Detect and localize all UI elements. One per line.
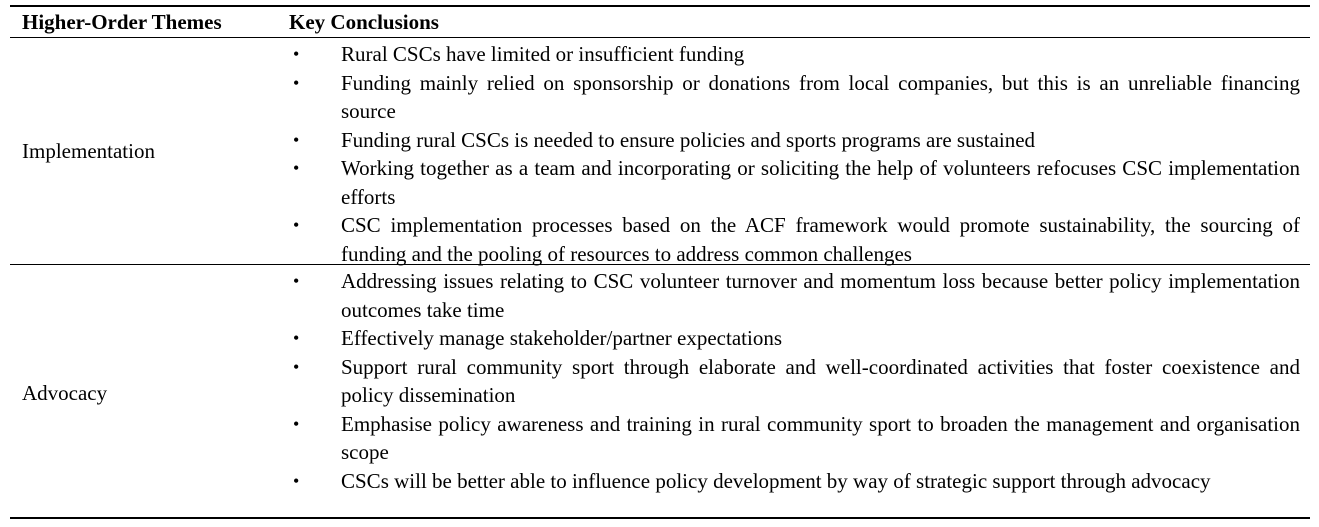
list-item xyxy=(280,267,1300,324)
conclusion-text: CSC implementation processes based on the ACF framework would promote sustainability, the sourcing of funding and the pooling of resources to address common challenges xyxy=(341,213,1300,266)
table-top-rule xyxy=(10,5,1310,7)
list-item xyxy=(280,467,1300,496)
bullet-icon: • xyxy=(293,356,300,377)
bullet-icon: • xyxy=(293,328,300,348)
bullet-icon: • xyxy=(293,44,300,64)
conclusion-text: CSCs will be better able to influence policy development by way of strategic support through advocacy xyxy=(341,468,1211,493)
theme-advocacy: Advocacy xyxy=(22,381,108,405)
header-key-conclusions: Key Conclusions xyxy=(289,10,439,34)
bullet-icon: • xyxy=(293,72,300,93)
list-item xyxy=(280,40,1300,69)
header-higher-order-themes: Higher-Order Themes xyxy=(22,10,222,34)
conclusion-list xyxy=(280,40,1300,268)
bullet-icon: • xyxy=(293,470,300,491)
conclusion-text: Rural CSCs have limited or insufficient funding xyxy=(341,42,745,66)
conclusion-text: Emphasise policy awareness and training in rural community sport to broaden the management and organisation scope xyxy=(341,411,1300,464)
conclusion-text: Support rural community sport through elaborate and well-coordinated activities that foster coexistence and policy dissemination xyxy=(341,354,1300,407)
bullet-icon: • xyxy=(293,271,300,291)
table-bottom-rule xyxy=(10,517,1310,519)
header-rule xyxy=(10,37,1310,38)
implementation-conclusions xyxy=(280,40,1300,268)
list-item xyxy=(280,211,1300,268)
conclusion-text: Funding mainly relied on sponsorship or donations from local companies, but this is an unreliable financing source xyxy=(341,70,1300,123)
conclusion-text: Addressing issues relating to CSC volunteer turnover and momentum loss because better policy implementation outcomes take time xyxy=(341,269,1300,322)
list-item xyxy=(280,410,1300,467)
conclusion-list xyxy=(280,267,1300,495)
conclusion-text: Effectively manage stakeholder/partner expectations xyxy=(341,326,782,350)
list-item xyxy=(280,126,1300,155)
advocacy-conclusions xyxy=(280,267,1300,495)
list-item xyxy=(280,324,1300,353)
bullet-icon: • xyxy=(293,413,300,434)
bullet-icon: • xyxy=(293,215,300,235)
row-divider xyxy=(10,264,1310,265)
bullet-icon: • xyxy=(293,129,300,150)
list-item xyxy=(280,69,1300,126)
theme-implementation: Implementation xyxy=(22,139,155,163)
bullet-icon: • xyxy=(293,158,300,178)
conclusion-text: Working together as a team and incorporating or soliciting the help of volunteers refocuses CSC implementation efforts xyxy=(341,156,1300,209)
conclusion-text: Funding rural CSCs is needed to ensure policies and sports programs are sustained xyxy=(341,127,1036,152)
list-item xyxy=(280,154,1300,211)
list-item xyxy=(280,353,1300,410)
